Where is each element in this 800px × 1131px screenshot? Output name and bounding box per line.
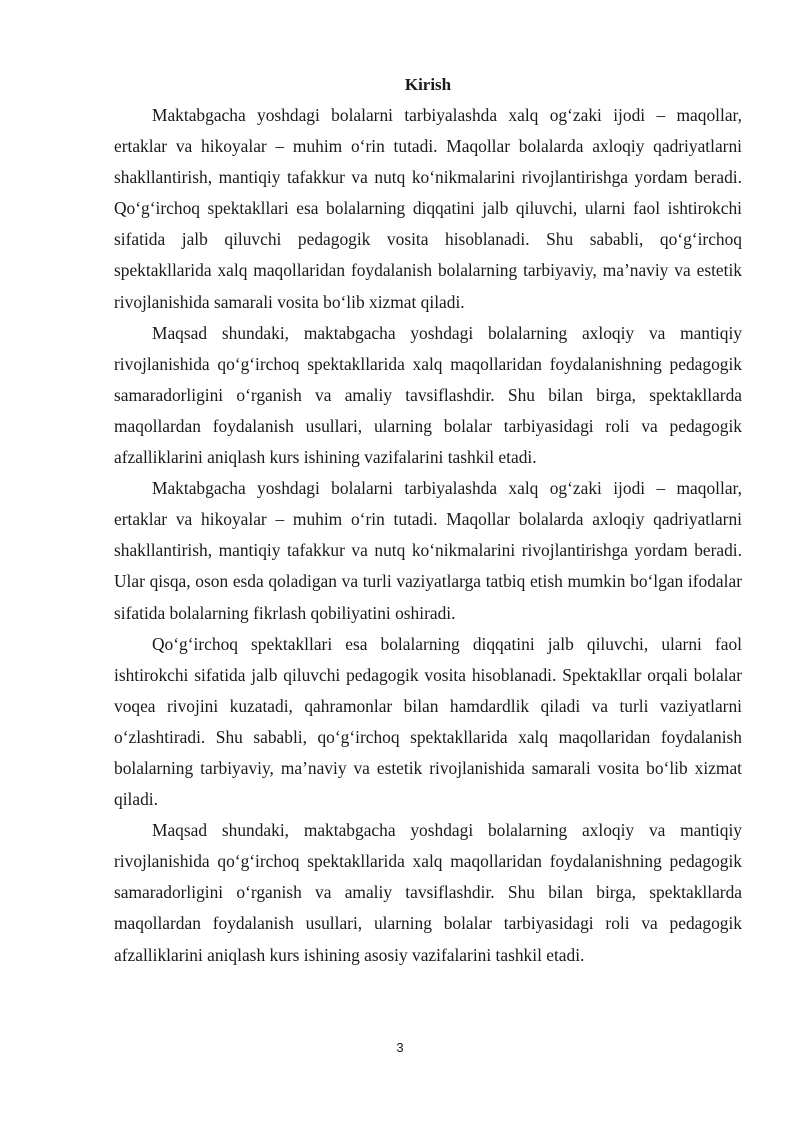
paragraph-4: Qo‘g‘irchoq spektakllari esa bolalarning diqqatini jalb qiluvchi, ularni faol ishtirokchi sifatida jalb qiluvchi pedagogik vosita hisoblanadi. Spektakllar orqali bolalar voqea rivojini kuzatadi, qahramonlar bilan hamdardlik qiladi va turli vaziyatlarni o‘zlashtiradi. Shu sababli, qo‘g‘irchoq spektakllarida xalq maqollaridan foydalanish bolalarning tarbiyaviy, ma’naviy va estetik rivojlanishida samarali vosita bo‘lib xizmat qiladi. xyxy=(114,633,742,810)
paragraph-2: Maqsad shundaki, maktabgacha yoshdagi bolalarning axloqiy va mantiqiy rivojlanishida qo‘g‘irchoq spektakllarida xalq maqollaridan foydalanishning pedagogik samaradorligini o‘rganish va amaliy tavsiflashdir. Shu bilan birga, spektakllarda maqollardan foydalanish usullari, ularning bolalar tarbiyasidagi roli va pedagogik afzalliklarini aniqlash kurs ishining vazifalarini tashkil etadi. xyxy=(114,322,742,468)
document-page xyxy=(114,72,742,971)
paragraph-1: Maktabgacha yoshdagi bolalarni tarbiyalashda xalq og‘zaki ijodi – maqollar, ertaklar va hikoyalar – muhim o‘rin tutadi. Maqollar bolalarda axloqiy qadriyatlarni shakllantirish, mantiqiy tafakkur va nutq ko‘nikmalarini rivojlantirishga yordam beradi. Qo‘g‘irchoq spektakllari esa bolalarning diqqatini jalb qiluvchi, ularni faol ishtirokchi sifatida jalb qiluvchi pedagogik vosita hisoblanadi. Shu sababli, qo‘g‘irchoq spektakllarida xalq maqollaridan foydalanish bolalarning tarbiyaviy, ma’naviy va estetik rivojlanishida samarali vosita bo‘lib xizmat qiladi. xyxy=(114,105,742,312)
page-number: 3 xyxy=(396,1040,404,1055)
paragraph-3: Maktabgacha yoshdagi bolalarni tarbiyalashda xalq og‘zaki ijodi – maqollar, ertaklar va hikoyalar – muhim o‘rin tutadi. Maqollar bolalarda axloqiy qadriyatlarni shakllantirish, mantiqiy tafakkur va nutq ko‘nikmalarini rivojlantirishga yordam beradi. Ular qisqa, oson esda qoladigan va turli vaziyatlarga tatbiq etish mumkin bo‘lgan ifodalar sifatida bolalarning fikrlash qobiliyatini oshiradi. xyxy=(114,478,742,623)
section-title: Kirish xyxy=(404,75,452,94)
paragraph-5: Maqsad shundaki, maktabgacha yoshdagi bolalarning axloqiy va mantiqiy rivojlanishida qo‘g‘irchoq spektakllarida xalq maqollaridan foydalanishning pedagogik samaradorligini o‘rganish va amaliy tavsiflashdir. Shu bilan birga, spektakllarda maqollardan foydalanish usullari, ularning bolalar tarbiyasidagi roli va pedagogik afzalliklarini aniqlash kurs ishining asosiy vazifalarini tashkil etadi. xyxy=(114,820,742,965)
